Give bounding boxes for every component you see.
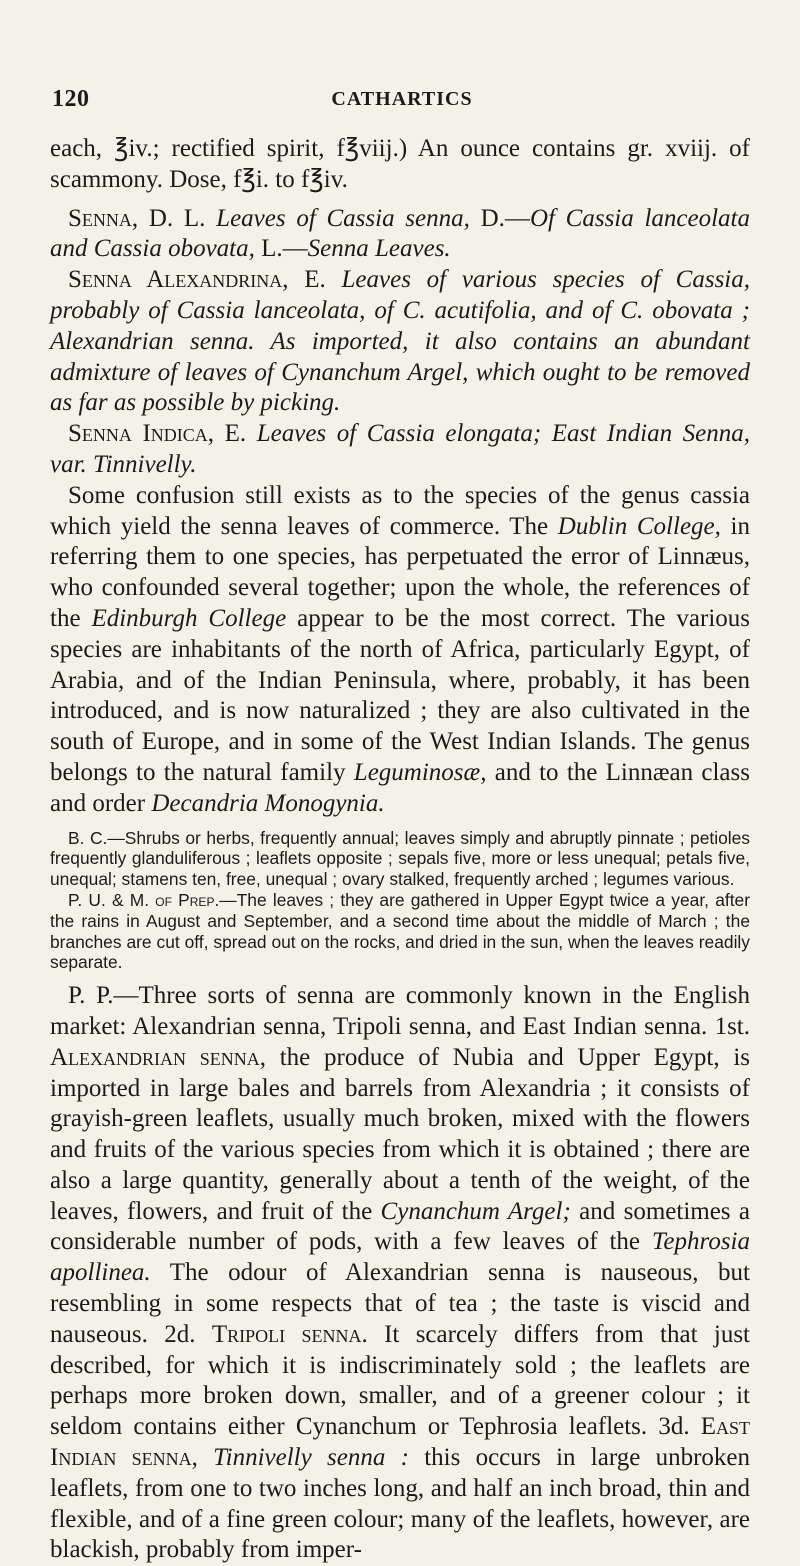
running-title: CATHARTICS <box>331 88 473 110</box>
italic-text: Leaves of Cassia senna, <box>216 204 470 232</box>
text: the produce of Nubia and Upper Egypt, is imported in large bales and barrels from Alexandria ; it consists of grayish-green leaflets, usually much broken, mixed with the flowers and fruits of the various species from which it is obtained ; there are also a large quantity, generally about a tenth of the weight, of the leaves, flowers, and fruit of the <box>50 1043 750 1225</box>
text: The odour of Alexandrian senna is nauseous, but resembling in some respects that of tea ; the taste is viscid and nauseous. 2d. <box>50 1259 750 1348</box>
paragraph-confusion <box>50 481 750 820</box>
text: It scarcely differs from that just described, for which it is indiscriminately sold ; the leaflets are perhaps more broken down, smaller, and of a greener colour ; it seldom contains either Cynanchum or Tephrosia leaflets. 3d. <box>50 1320 750 1441</box>
text: and sometimes a considerable number of pods, with a few leaves of the <box>50 1197 750 1256</box>
paragraph-preparation <box>50 890 750 973</box>
italic-text: Edinburgh College <box>91 604 287 632</box>
paragraph-physical-properties <box>50 981 750 1566</box>
italic-text: Of Cassia lanceolata and Cassia obovata, <box>50 204 751 263</box>
drug-name: Senna, D. L. <box>68 204 217 232</box>
text: this occurs in large unbroken leaflets, from one to two inches long, and half an inch broad, thin and flexible, and of a fine green colour; many of the leaflets, however, are blackish, probably from imper- <box>50 1444 751 1564</box>
italic-text: Leaves of various species of Cassia, probably of Cassia lanceolata, of C. acutifolia, and of C. obovata ; Alexandrian senna. As imported, it also contains an abundant admixture of leaves of Cynanchum Argel, which ought to be removed as far as possible by picking. <box>50 266 750 417</box>
italic-text: Dublin College, <box>557 512 721 540</box>
text: Tripoli senna. <box>211 1320 368 1348</box>
text: in referring them to one species, has perpetuated the error of Linnæus, who confounded several together; upon the whole, the references of the <box>50 512 750 632</box>
italic-text: Leaves of Cassia elongata; East Indian Senna, var. Tinnivelly. <box>50 420 750 478</box>
drug-name: Senna Alexandrina, E. <box>68 266 342 294</box>
paragraph-senna-dl <box>50 204 750 266</box>
text: Some confusion still exists as to the species of the genus cassia which yield the senna leaves of commerce. The <box>50 481 750 540</box>
page-body <box>50 134 750 1566</box>
text: East Indian senna, <box>50 1413 750 1472</box>
drug-name: Senna Indica, E. <box>68 420 257 448</box>
paragraph-senna-alexandrina <box>50 265 750 419</box>
text: P. P.—Three sorts of senna are commonly known in the English market: Alexandrian senna, Tripoli senna, and East Indian senna. 1st. <box>50 982 750 1040</box>
page-header <box>52 86 752 116</box>
text <box>198 1444 213 1471</box>
italic-text: Decandria Monogynia. <box>151 789 385 817</box>
text: appear to be the most correct. The various species are inhabitants of the north of Africa, particularly Egypt, of Arabia, and of the Indian Peninsula, where, probably, it has been introduced, and is now naturalized ; they are also cultivated in the south of Europe, and in some of the West Indian Islands. The genus belongs to the natural family <box>50 604 750 786</box>
italic-text: Tephrosia apollinea. <box>50 1228 750 1287</box>
page-number: 120 <box>52 86 90 112</box>
text: D.— <box>469 204 530 232</box>
italic-text: Tinnivelly senna : <box>213 1444 409 1472</box>
text: —The leaves ; they are gathered in Upper Egypt twice a year, after the rains in August and September, and a second time about the middle of March ; the branches are cut off, spread out on the rocks, and dried in the sun, when the leaves readily separate. <box>50 889 750 973</box>
paragraph-continuation: each, ℥iv.; rectified spirit, f℥viij.) An ounce contains gr. xviij. of scammony. Dose, f℥i. to f℥iv. <box>50 135 750 193</box>
text: P. U. & M. of Prep. <box>68 889 220 910</box>
paragraph-botanical-characters: B. C.—Shrubs or herbs, frequently annual; leaves simply and abruptly pinnate ; petioles frequently glanduliferous ; leaflets opposite ; sepals five, more or less unequal; petals five, unequal; stamens ten, free, unequal ; ovary stalked, frequently arched ; legumes various. <box>50 827 750 890</box>
text: L.— <box>254 235 308 263</box>
small-print-block <box>50 828 750 974</box>
italic-text: Leguminosæ, <box>353 758 487 786</box>
text: and to the Linnæan class and order <box>50 758 750 817</box>
italic-text: Senna Leaves. <box>307 235 451 263</box>
paragraph-senna-indica <box>50 419 750 481</box>
italic-text: Cynanchum Argel; <box>380 1197 571 1225</box>
text: Alexandrian senna, <box>50 1043 267 1071</box>
